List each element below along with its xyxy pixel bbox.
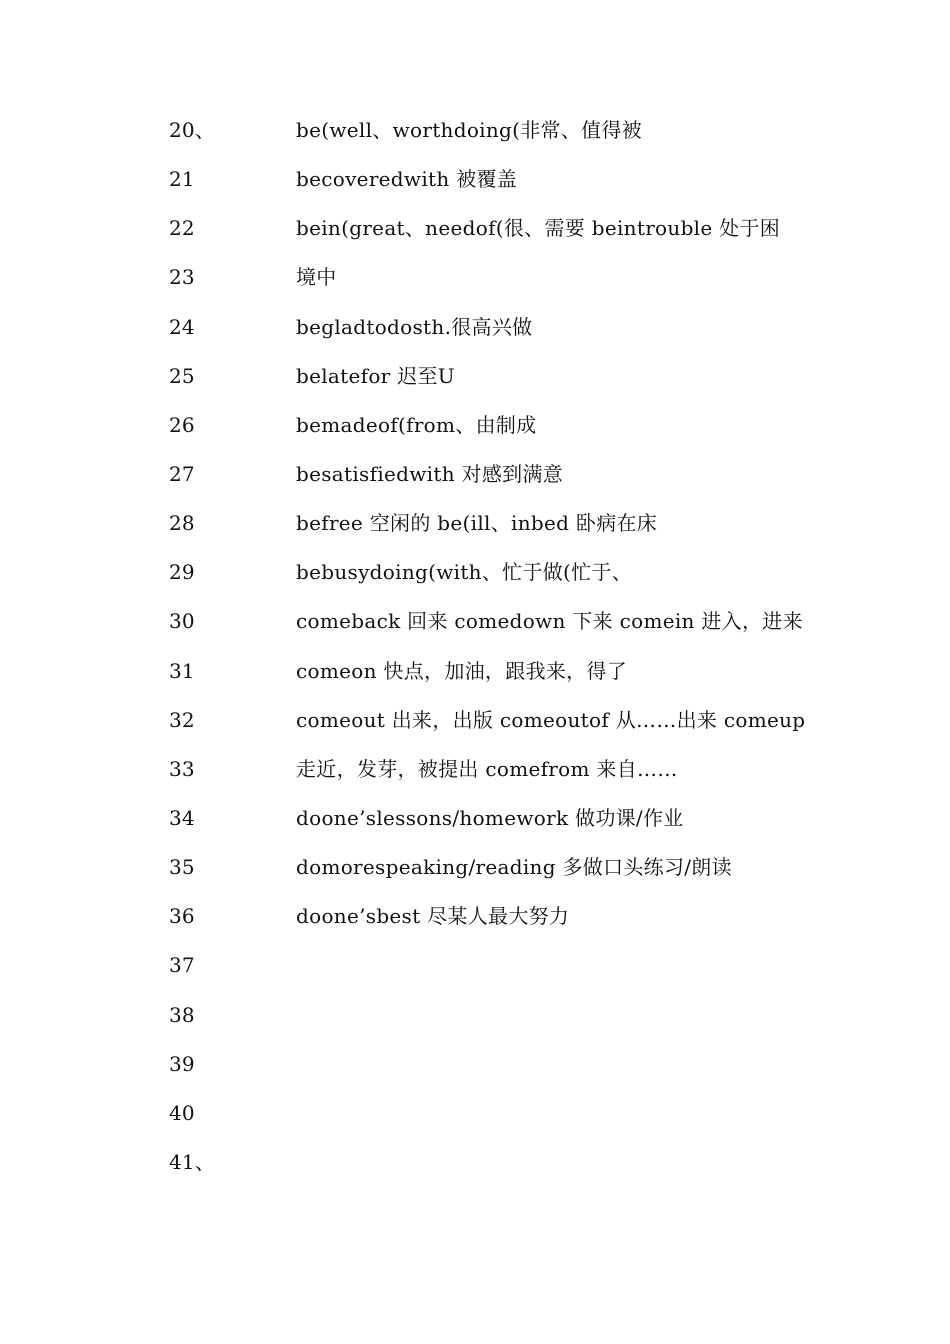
line-text: be(well、worthdoing(非常、值得被: [296, 118, 643, 142]
line-number: 23: [169, 265, 195, 290]
line-21: [0, 159, 950, 208]
line-text: 走近，发芽，被提出 comefrom 来自……: [296, 756, 678, 781]
line-number: 27: [169, 461, 195, 486]
line-38: [0, 995, 950, 1044]
line-number: 20、: [169, 118, 216, 142]
line-26: [0, 405, 950, 454]
line-text: besatisfiedwith 对感到满意: [296, 461, 564, 486]
line-40: [0, 1093, 950, 1142]
line-number: 28: [169, 511, 195, 536]
line-text: becoveredwith 被覆盖: [296, 167, 518, 192]
line-22: [0, 208, 950, 257]
line-34: [0, 798, 950, 847]
line-text: bebusydoing(with、忙于做(忙于、: [296, 560, 633, 585]
line-20: [0, 110, 950, 159]
line-29: [0, 552, 950, 601]
line-28: [0, 503, 950, 552]
line-number: 34: [169, 805, 195, 830]
line-32: [0, 700, 950, 749]
line-number: 31: [169, 658, 195, 683]
line-number: 35: [169, 855, 195, 880]
line-text: bemadeof(from、由制成: [296, 412, 537, 437]
line-24: [0, 307, 950, 356]
line-text: befree 空闲的 be(ill、inbed 卧病在床: [296, 511, 658, 536]
line-36: [0, 896, 950, 945]
line-text: doone’sbest 尽某人最大努力: [296, 904, 570, 929]
line-number: 25: [169, 363, 195, 388]
line-number: 40: [169, 1100, 195, 1125]
line-number: 32: [169, 707, 195, 732]
numbered-line-list: [0, 110, 950, 1191]
line-number: 26: [169, 412, 195, 437]
line-25: [0, 356, 950, 405]
line-35: [0, 847, 950, 896]
line-text: comeon 快点，加油，跟我来，得了: [296, 658, 628, 683]
line-text: comeout 出来，出版 comeoutof 从……出来 comeup: [296, 707, 806, 732]
line-text: domorespeaking/reading 多做口头练习/朗读: [296, 855, 732, 880]
line-39: [0, 1044, 950, 1093]
line-number: 39: [169, 1051, 195, 1076]
line-text: begladtodosth.很高兴做: [296, 314, 533, 339]
line-30: [0, 601, 950, 650]
line-number: 21: [169, 167, 195, 192]
line-number: 38: [169, 1002, 195, 1027]
line-number: 24: [169, 314, 195, 339]
line-27: [0, 454, 950, 503]
line-number: 30: [169, 609, 195, 634]
line-text: comeback 回来 comedown 下来 comein 进入，进来: [296, 609, 803, 634]
line-23: [0, 257, 950, 306]
line-number: 36: [169, 904, 195, 929]
line-number: 37: [169, 953, 195, 978]
line-number: 22: [169, 216, 195, 241]
line-text: 境中: [296, 265, 337, 290]
line-number: 41、: [169, 1149, 216, 1174]
line-number: 33: [169, 756, 195, 781]
line-33: [0, 749, 950, 798]
line-41: [0, 1142, 950, 1191]
line-text: belatefor 迟至U: [296, 363, 455, 388]
line-text: doone’slessons/homework 做功课/作业: [296, 805, 684, 830]
line-number: 29: [169, 560, 195, 585]
line-37: [0, 945, 950, 994]
line-31: [0, 651, 950, 700]
line-text: bein(great、needof(很、需要 beintrouble 处于困: [296, 216, 781, 241]
